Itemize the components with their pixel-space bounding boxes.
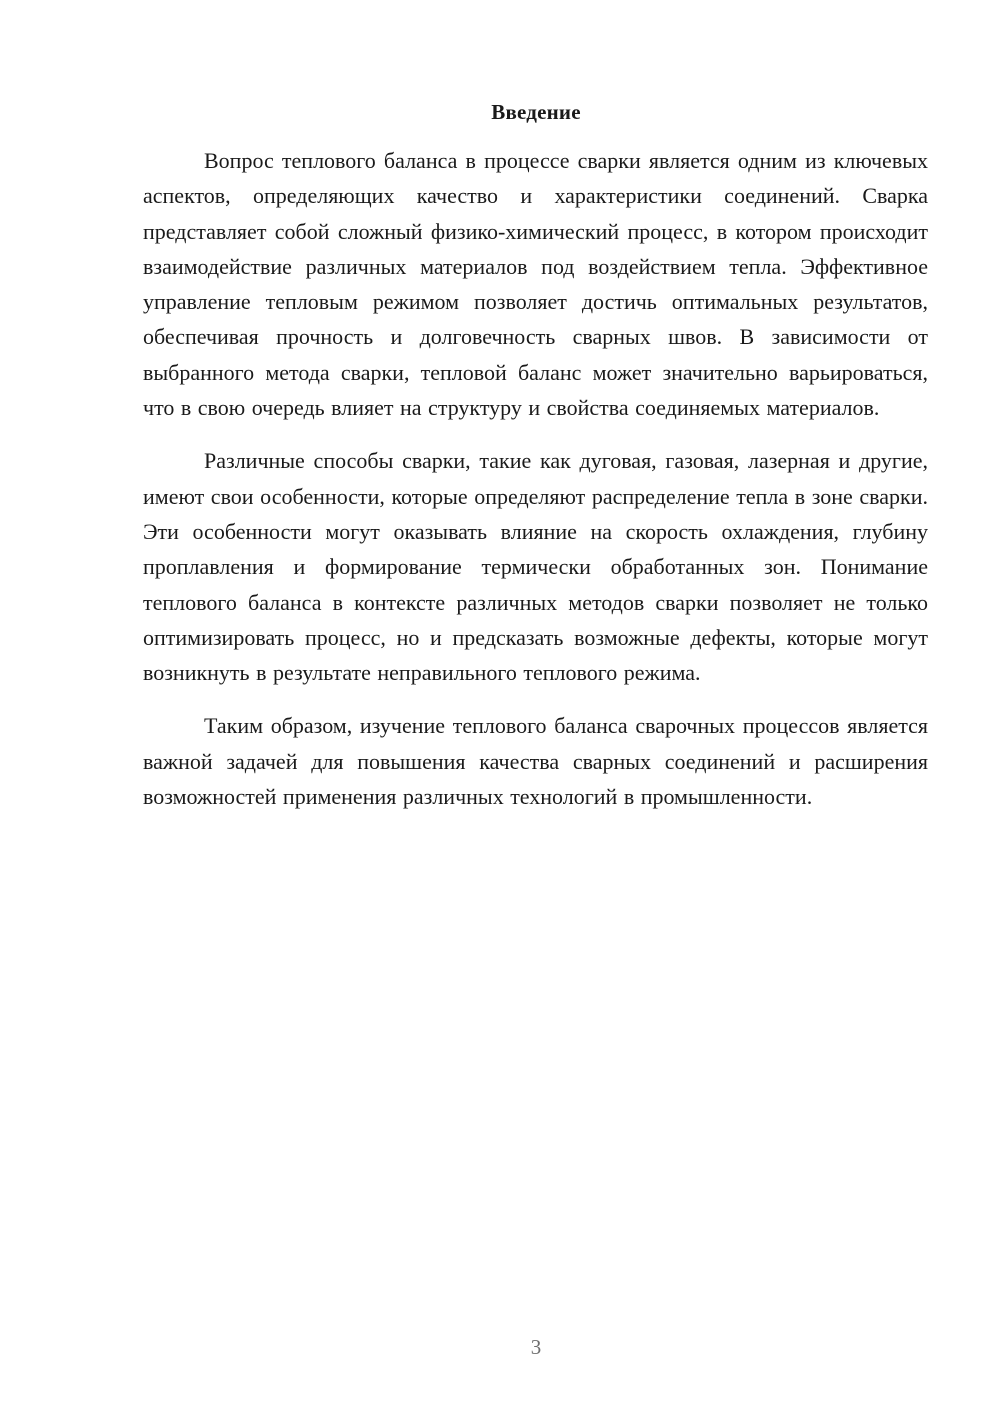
section-heading: Введение [491,100,581,124]
page-number: 3 [530,1335,542,1359]
paragraph-3: Таким образом, изучение теплового баланса сварочных процессов является важной задачей для повышения качества сварных соединений и расширения возможностей применения различных технологий в промышленности. [143,713,928,810]
paragraph-1: Вопрос теплового баланса в процессе сварки является одним из ключевых аспектов, определяющих качество и характеристики соединений. Сварка представляет собой сложный физико-химический процесс, в котором происходит взаимодействие различных материалов под воздействием тепла. Эффективное управление тепловым режимом позволяет достичь оптимальных результатов, обеспечивая прочность и долговечность сварных швов. В зависимости от выбранного метода сварки, тепловой баланс может значительно варьироваться, что в свою очередь влияет на структуру и свойства соединяемых материалов. [143,148,928,421]
paragraph-2: Различные способы сварки, такие как дуговая, газовая, лазерная и другие, имеют свои особенности, которые определяют распределение тепла в зоне сварки. Эти особенности могут оказывать влияние на скорость охлаждения, глубину проплавления и формирование термически обработанных зон. Понимание теплового баланса в контексте различных методов сварки позволяет не только оптимизировать процесс, но и предсказать возможные дефекты, которые могут возникнуть в результате неправильного теплового режима. [143,448,928,686]
body-text [143,143,928,832]
